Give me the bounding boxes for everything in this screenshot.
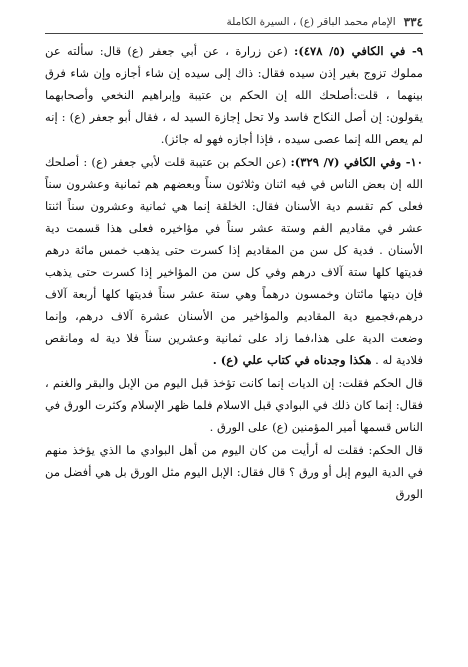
- paragraph-hakam-2: [45, 439, 423, 505]
- header-rule: [45, 33, 423, 34]
- paragraph-text: قال الحكم فقلت: إن الديات إنما كانت تؤخذ قبل اليوم من الإبل والبقر والغنم ، فقال: إنما كان ذلك في البوادي قبل الاسلام فلما ظهر الإسلام وكثرت الورق في الناس قسمها أمير المؤمنين (ع) على الورق .: [45, 376, 423, 434]
- page-header: [45, 13, 423, 31]
- paragraph-9: [45, 40, 423, 150]
- running-title: الإمام محمد الباقر (ع) ، السيرة الكاملة: [226, 16, 396, 28]
- paragraph-text: (عن الحكم بن عتيبة قلت لأبي جعفر (ع) : أصلحك الله إن بعض الناس في فيه اثنان وثلاثون سناً وبعضهم هم ثمانية وعشرون سناً فعلى كم تقسم دية الأسنان فقال: الخلقة إنما هي ثمانية وعشرون سناً اثنتا عشر في مقاديم الفم وستة عشر سناً في مؤاخيره فعلى هذا قسمت دية الأسنان . فدية كل سن من المقاديم إذا كسرت حتى يذهب خمس مائة درهم فديتها كلها ستة آلاف درهم وفي كل سن من المؤاخير إذا كسرت حتى يذهب فإن ديتها مائتان وخمسون درهماً وهي ستة عشر سناً فديتها كلها أربعة آلاف درهم،فجميع دية المقاديم والمؤاخير من الأسنان عشرة آلاف درهم، وإنما وضعت الدية على هذا،فما زاد على ثمانية وعشرين سناً فلا دية له ومانقص فلادية له .: [45, 155, 423, 367]
- paragraph-tail: هكذا وجدناه في كتاب علي (ع) .: [212, 353, 372, 367]
- citation-lead: ٩- في الكافي (٥/ ٤٧٨):: [294, 44, 423, 58]
- paragraph-hakam-1: [45, 372, 423, 438]
- paragraph-text: قال الحكم: فقلت له أرأيت من كان اليوم من أهل البوادي ما الذي يؤخذ منهم في الدية اليوم إبل أو ورق ؟ قال فقال: الإبل اليوم مثل الورق بل هي أفضل من الورق: [45, 443, 423, 501]
- paragraph-text: (عن زرارة ، عن أبي جعفر (ع) قال: سألته عن مملوك تزوج بغير إذن سيده فقال: ذاك إلى سيده إن شاء أجازه وإن شاء فرق بينهما ، قلت:أصلحك الله إن الحكم بن عتيبة وإبراهيم النخعي وأصحابهما يقولون: إن أصل النكاح فاسد ولا تحل إجازة السيد له ، فقال أبو جعفر (ع) : إنه لم يعص الله إنما عصى سيده ، فإذا أجازه فهو له جائز).: [45, 44, 423, 146]
- page-number: ٣٣٤: [403, 15, 423, 29]
- page-body: [45, 40, 423, 506]
- citation-lead: ١٠- وفي الكافي (٧/ ٣٢٩):: [290, 155, 424, 169]
- paragraph-10: [45, 151, 423, 371]
